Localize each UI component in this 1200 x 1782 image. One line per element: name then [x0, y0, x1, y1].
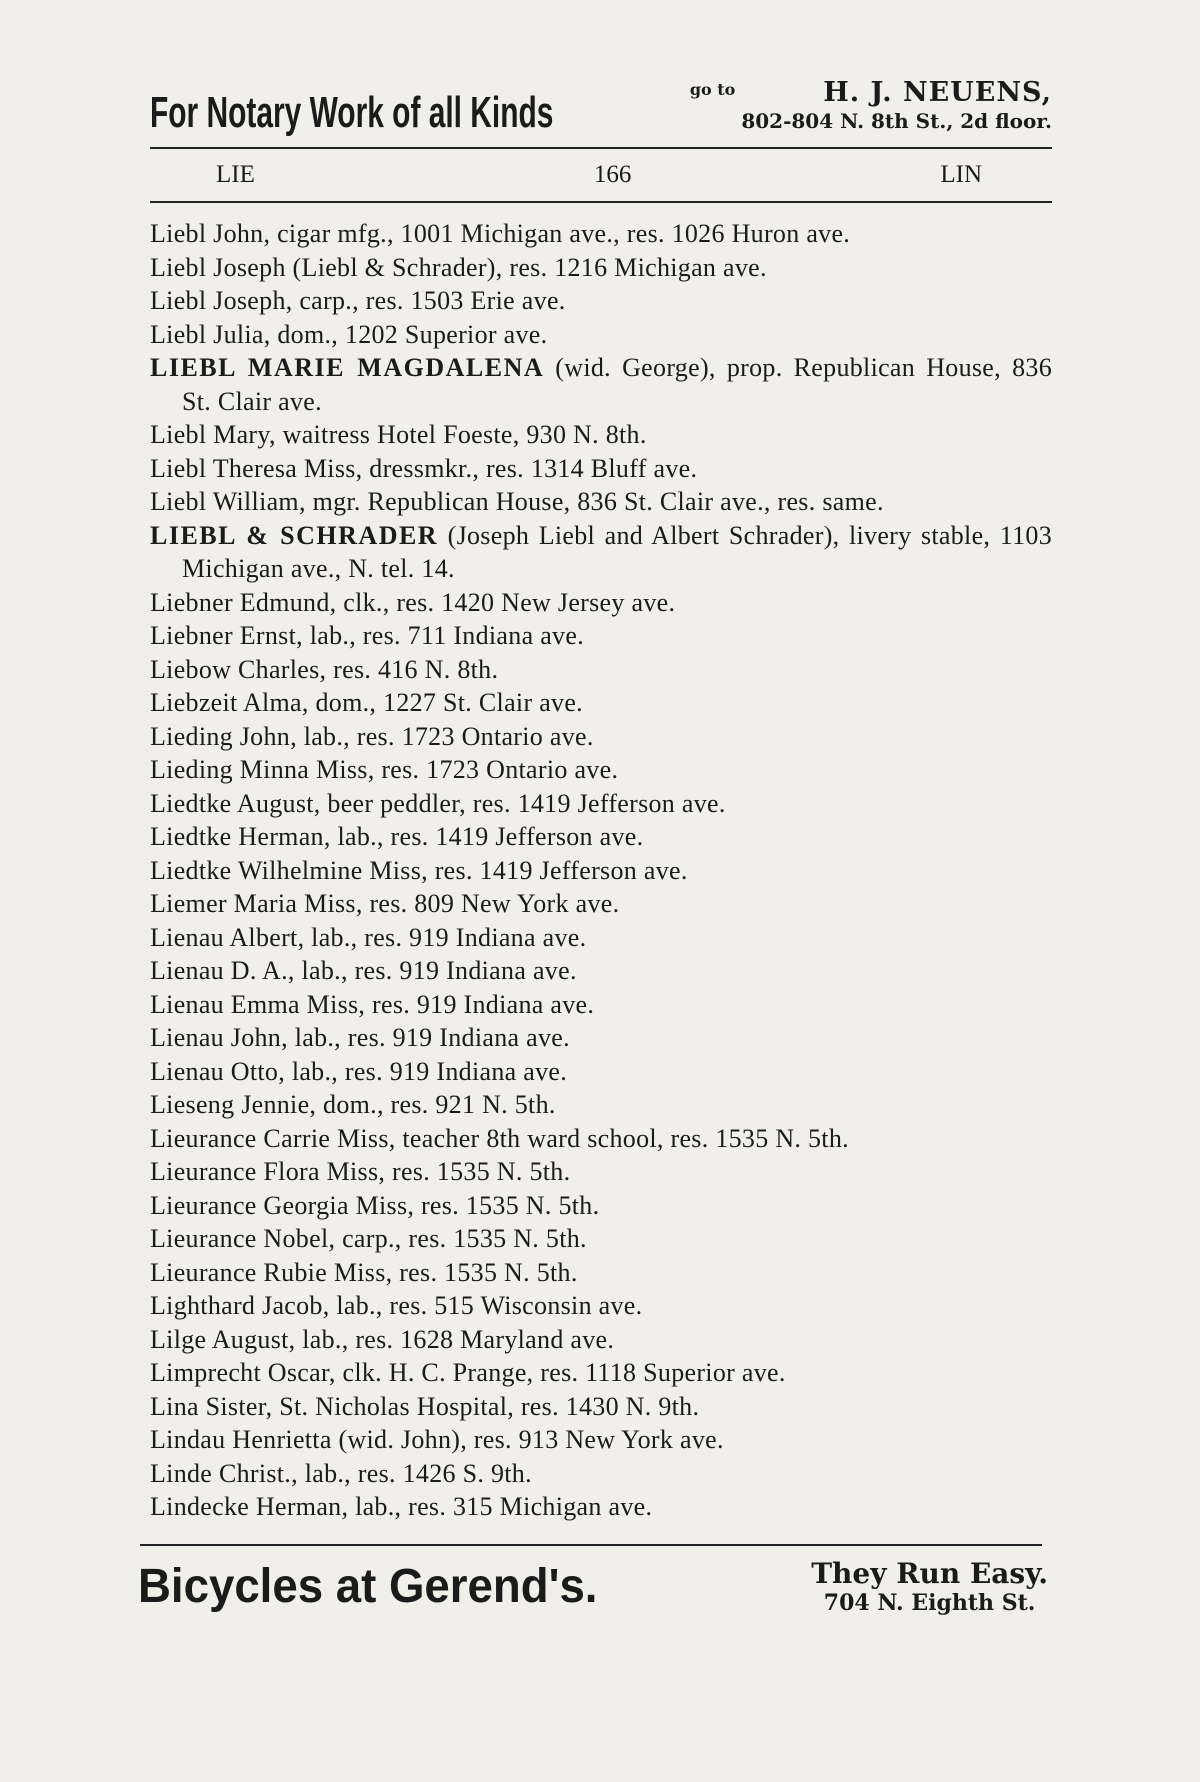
entry-name: Lieseng Jennie,	[150, 1090, 317, 1119]
entry-details: dom., 1227 St. Clair ave.	[308, 688, 583, 717]
entry-name: Liebner Ernst,	[150, 621, 303, 650]
entry-name: Liedtke Wilhelmine Miss,	[150, 855, 428, 885]
bottom-ad-headline: Bicycles at Gerend's.	[138, 1560, 598, 1613]
entry-name: Lieding Minna Miss,	[150, 755, 375, 784]
top-ad-go-to: go to	[689, 80, 736, 99]
directory-entry	[150, 1356, 1052, 1390]
directory-entry	[150, 854, 1052, 888]
entry-name: Liebner Edmund,	[150, 587, 337, 617]
entry-name: Liebl Joseph	[150, 252, 286, 282]
running-head-left: LIE	[216, 161, 255, 188]
directory-entry	[150, 1490, 1052, 1524]
entry-details: res. 1535 N. 5th.	[414, 1190, 600, 1220]
entry-details: res. 1535 N. 5th.	[385, 1157, 571, 1186]
entry-name: Liebl William,	[150, 487, 306, 516]
entry-name: Lieding John,	[150, 721, 297, 751]
entry-details: lab., res. 711 Indiana ave.	[302, 621, 584, 650]
directory-entry	[150, 1055, 1052, 1089]
top-ad-contact	[690, 77, 1052, 133]
entry-details: lab., res. 919 Indiana ave.	[285, 1056, 568, 1086]
directory-entry	[150, 251, 1052, 285]
entry-name: Lina Sister,	[150, 1391, 273, 1421]
directory-entry	[150, 452, 1052, 486]
page-number: 166	[593, 161, 632, 188]
entry-details: (Joseph Liebl and Albert Schrader), livery stable, 1103 Michigan ave., N. tel. 14.	[182, 520, 1052, 583]
entry-details: res. 919 Indiana ave.	[365, 989, 595, 1019]
entry-name: Liebl Theresa Miss,	[150, 453, 363, 483]
entry-details: St. Nicholas Hospital, res. 1430 N. 9th.	[272, 1391, 700, 1421]
entry-details: lab., res. 919 Indiana ave.	[304, 922, 587, 952]
directory-entry	[150, 1122, 1052, 1156]
entry-name: Lilge August,	[150, 1324, 296, 1354]
entry-details: cigar mfg., 1001 Michigan ave., res. 1026 Huron ave.	[270, 219, 851, 248]
entry-details: beer peddler, res. 1419 Jefferson ave.	[320, 788, 726, 818]
bottom-ad-address: 704 N. Eighth St.	[823, 1589, 1036, 1616]
entry-name: Lienau Otto,	[150, 1056, 286, 1086]
top-ad-name: H. J. NEUENS,	[823, 77, 1052, 108]
bottom-ad-tagline: They Run Easy.	[811, 1556, 1048, 1590]
top-ad-name-block	[741, 77, 1052, 133]
directory-entry	[150, 1021, 1052, 1055]
entry-name: Lienau John,	[150, 1023, 288, 1052]
entry-details: lab., res. 315 Michigan ave.	[348, 1492, 653, 1521]
entry-details: dressmkr., res. 1314 Bluff ave.	[362, 453, 698, 483]
directory-entry	[150, 1323, 1052, 1357]
running-head-right: LIN	[940, 161, 982, 188]
entry-details: (wid. George), prop. Republican House, 836 St. Clair ave.	[182, 353, 1053, 416]
directory-entry	[150, 619, 1052, 653]
entry-name: LIEBL MARIE MAGDALENA	[150, 353, 545, 382]
directory-entry	[150, 1289, 1052, 1323]
entry-details: clk., res. 1420 New Jersey ave.	[336, 587, 676, 617]
running-head	[150, 149, 1052, 201]
entry-details: res. 1723 Ontario ave.	[374, 755, 619, 784]
directory-entry	[150, 653, 1052, 687]
directory-entry	[150, 1155, 1052, 1189]
footer-rule	[140, 1544, 1042, 1546]
entry-name: Lindecke Herman,	[150, 1492, 349, 1521]
entry-name: Lindau Henrietta	[150, 1425, 332, 1454]
entry-details: res. 809 New York ave.	[362, 889, 620, 918]
directory-entry	[150, 1088, 1052, 1122]
directory-entry	[150, 820, 1052, 854]
directory-entry	[150, 1189, 1052, 1223]
entry-details: lab., res. 1426 S. 9th.	[297, 1458, 532, 1488]
directory-entry	[150, 1423, 1052, 1457]
entry-name: Lighthard Jacob,	[150, 1291, 330, 1320]
directory-entry	[150, 720, 1052, 754]
directory-page	[138, 75, 1053, 1622]
entry-details: teacher 8th ward school, res. 1535 N. 5th.	[395, 1123, 849, 1153]
top-ad-headline: For Notary Work of all Kinds	[150, 88, 554, 137]
entry-details: lab., res. 1723 Ontario ave.	[296, 721, 594, 751]
entry-details: clk. H. C. Prange, res. 1118 Superior ave.	[335, 1358, 786, 1387]
directory-entry	[150, 318, 1052, 352]
directory-entry	[150, 954, 1052, 988]
entry-details: carp., res. 1535 N. 5th.	[335, 1224, 587, 1253]
entry-name: Liedtke Herman,	[150, 822, 331, 851]
entry-name: Liebow Charles,	[150, 654, 327, 684]
bottom-ad-details	[811, 1558, 1048, 1616]
entry-details: (Liebl & Schrader), res. 1216 Michigan ave.	[285, 252, 767, 282]
entry-name: Linde Christ.,	[150, 1458, 298, 1488]
entry-details: res. 1419 Jefferson ave.	[427, 855, 688, 885]
directory-entries	[150, 217, 1052, 1524]
directory-entry	[150, 1390, 1052, 1424]
entry-name: Liedtke August,	[150, 788, 321, 818]
entry-name: Lieurance Nobel,	[150, 1224, 336, 1253]
entry-name: Lieurance Rubie Miss,	[150, 1257, 393, 1287]
entry-name: Limprecht Oscar,	[150, 1358, 336, 1387]
bottom-advertisement	[138, 1552, 1052, 1622]
directory-entry	[150, 787, 1052, 821]
entry-name: LIEBL & SCHRADER	[150, 520, 439, 550]
directory-entry	[150, 519, 1052, 586]
entry-name: Liebl Mary,	[150, 420, 276, 449]
entry-details: waitress Hotel Foeste, 930 N. 8th.	[275, 420, 647, 449]
entry-name: Liebzeit Alma,	[150, 688, 309, 717]
top-advertisement	[150, 75, 1052, 135]
entry-details: res. 1535 N. 5th.	[392, 1257, 578, 1287]
directory-entry	[150, 418, 1052, 452]
entry-name: Liebl Julia,	[150, 319, 271, 349]
directory-entry	[150, 686, 1052, 720]
entry-details: dom., res. 921 N. 5th.	[316, 1090, 556, 1119]
directory-entry	[150, 485, 1052, 519]
entry-name: Lienau Albert,	[150, 922, 305, 952]
directory-entry	[150, 921, 1052, 955]
directory-entry	[150, 887, 1052, 921]
directory-entry	[150, 1457, 1052, 1491]
entry-name: Liebl John,	[150, 219, 271, 248]
entry-details: res. 416 N. 8th.	[326, 654, 499, 684]
directory-entry	[150, 1256, 1052, 1290]
entry-name: Liemer Maria Miss,	[150, 889, 363, 918]
entry-name: Lieurance Georgia Miss,	[150, 1190, 415, 1220]
directory-entry	[150, 1222, 1052, 1256]
entry-details: lab., res. 919 Indiana ave.	[294, 956, 577, 985]
directory-entry	[150, 586, 1052, 620]
entry-details: dom., 1202 Superior ave.	[270, 319, 548, 349]
entry-details: (wid. John), res. 913 New York ave.	[331, 1425, 724, 1454]
entry-name: Liebl Joseph,	[150, 286, 293, 315]
directory-entry	[150, 284, 1052, 318]
header-rule-bottom	[150, 201, 1052, 203]
entry-details: mgr. Republican House, 836 St. Clair ave., res. same.	[305, 487, 884, 516]
entry-details: carp., res. 1503 Erie ave.	[292, 286, 566, 315]
entry-details: lab., res. 1419 Jefferson ave.	[330, 822, 644, 851]
entry-name: Lieurance Flora Miss,	[150, 1157, 386, 1186]
entry-name: Lienau D. A.,	[150, 956, 295, 985]
entry-name: Lienau Emma Miss,	[150, 989, 366, 1019]
directory-entry	[150, 753, 1052, 787]
top-ad-address: 802-804 N. 8th St., 2d floor.	[741, 109, 1052, 133]
entry-name: Lieurance Carrie Miss,	[150, 1123, 396, 1153]
entry-details: lab., res. 515 Wisconsin ave.	[329, 1291, 643, 1320]
directory-entry	[150, 988, 1052, 1022]
entry-details: lab., res. 919 Indiana ave.	[287, 1023, 570, 1052]
entry-details: lab., res. 1628 Maryland ave.	[295, 1324, 615, 1354]
directory-entry	[150, 217, 1052, 251]
directory-entry	[150, 351, 1052, 418]
